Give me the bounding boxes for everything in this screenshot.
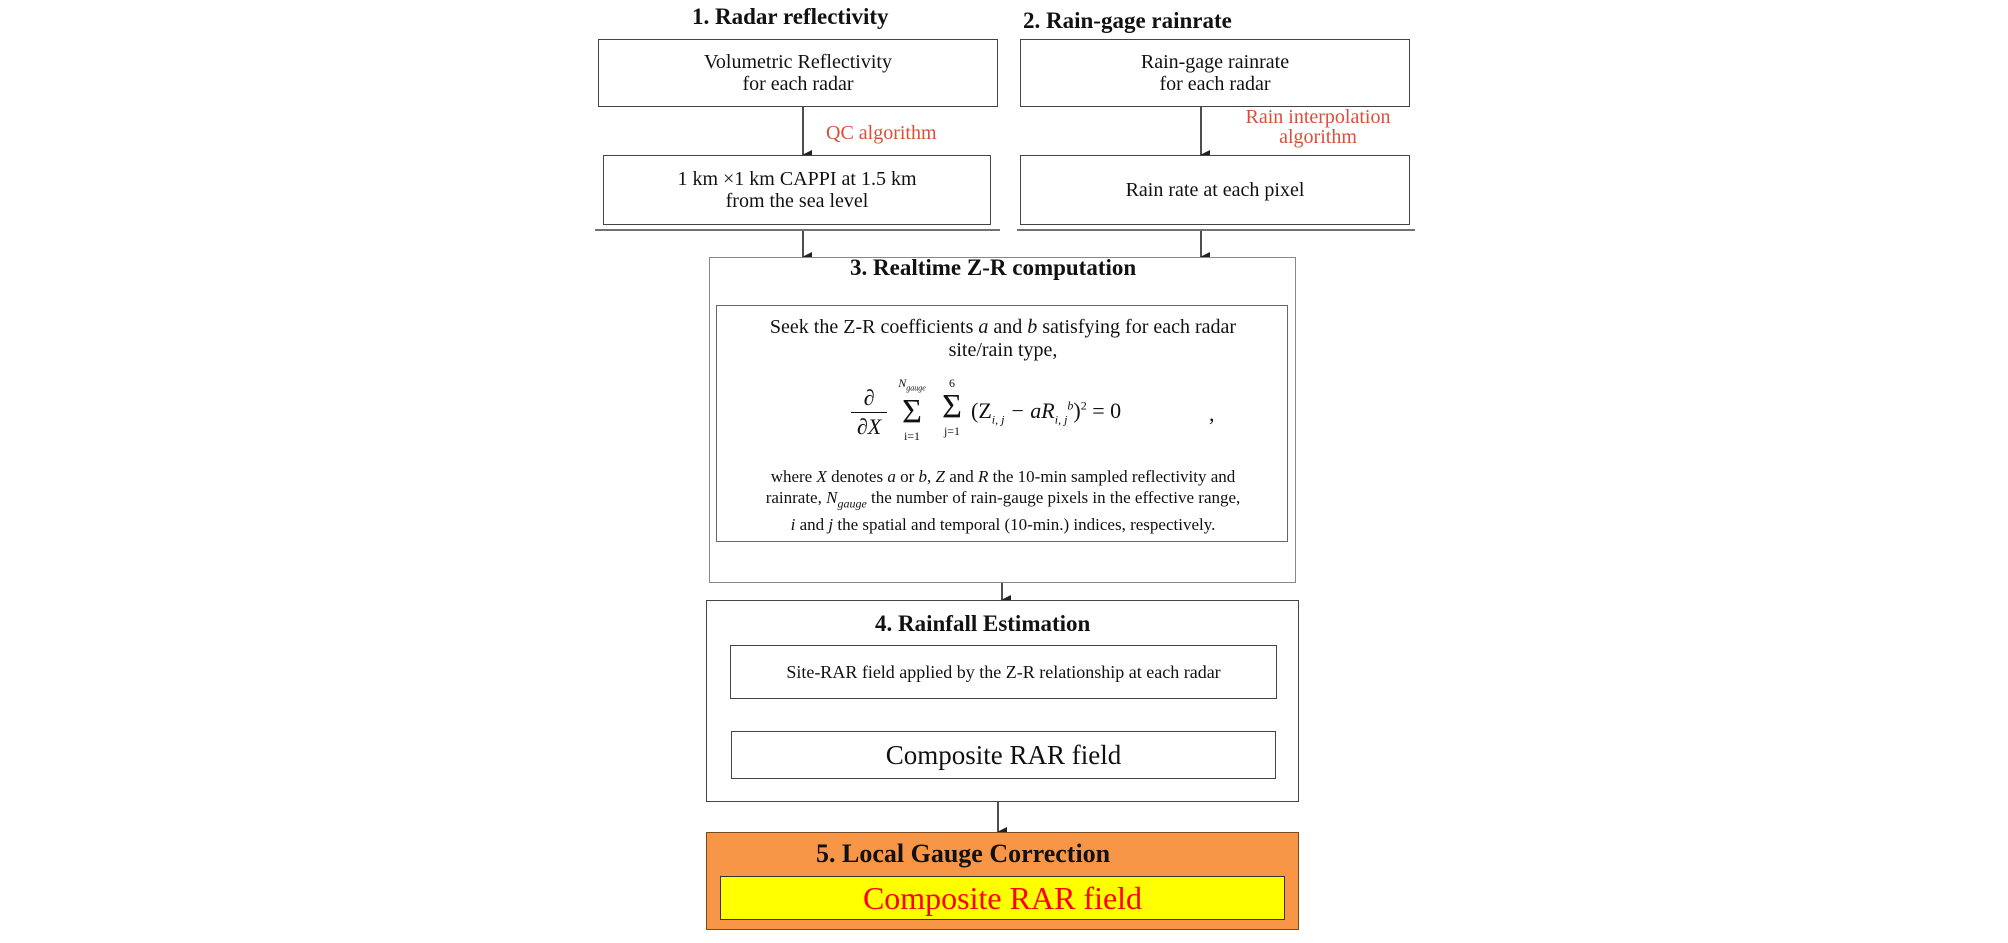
radar-section-title: 1. Radar reflectivity <box>692 4 889 29</box>
rainfall-estimation-panel <box>706 600 1299 802</box>
sum1-sigma: Σ <box>902 393 922 431</box>
volumetric-line1: Volumetric Reflectivity <box>704 51 892 73</box>
gage-section-title: 2. Rain-gage rainrate <box>1023 8 1232 33</box>
zr-equation <box>849 376 1179 456</box>
local-gauge-correction-panel <box>706 832 1299 930</box>
zr-where-text: where X denotes a or b, Z and R the 10-min sampled reflectivity and rainrate, $N_{gauge}$ the number of rain-gauge pixels in the effective range, i and j the spatial and temporal (10-min.) indices, respectively. <box>765 467 1241 535</box>
sum1-top-sub: gauge <box>906 383 926 393</box>
zr-computation-panel <box>709 257 1296 583</box>
rain-interpolation-label <box>1243 107 1393 147</box>
sum2-bottom: j=1 <box>943 424 961 438</box>
rain-gage-line1: Rain-gage rainrate <box>1140 51 1290 73</box>
rain-interpolation-line2: algorithm <box>1279 126 1357 148</box>
zr-section-title: 3. Realtime Z-R computation <box>850 255 1137 280</box>
rainfall-section-title: 4. Rainfall Estimation <box>875 611 1091 636</box>
rain-rate-pixel-text: Rain rate at each pixel <box>1125 179 1305 201</box>
equation-body: $(Z_{i, j} - aR_{i, j}^b)^2 = 0$ <box>971 398 1122 427</box>
volumetric-reflectivity-box <box>598 39 998 107</box>
equation-comma: , <box>1209 401 1215 426</box>
sum1-bottom: i=1 <box>903 429 921 444</box>
sum2-sigma: Σ <box>942 388 962 425</box>
sum1-top: N <box>898 376 907 390</box>
cappi-line1: 1 km ×1 km CAPPI at 1.5 km <box>677 168 917 190</box>
rain-interpolation-line1: Rain interpolation <box>1245 106 1391 128</box>
zr-intro-text: Seek the Z-R coefficients a and b satisfying for each radar site/rain type, <box>769 316 1237 361</box>
rain-rate-pixel-box <box>1020 155 1410 225</box>
sum2-top: 6 <box>949 376 955 390</box>
rain-gage-line2: for each radar <box>1159 73 1271 95</box>
correction-section-title: 5. Local Gauge Correction <box>816 839 1111 868</box>
qc-algorithm-label: QC algorithm <box>826 122 937 144</box>
site-rar-text: Site-RAR field applied by the Z-R relationship at each radar <box>786 661 1221 682</box>
composite-rar-text: Composite RAR field <box>885 739 1122 770</box>
cappi-box <box>603 155 991 225</box>
composite-rar-box <box>731 731 1276 779</box>
partial-denominator: ∂X <box>856 414 882 439</box>
volumetric-line2: for each radar <box>742 73 854 95</box>
cappi-line2: from the sea level <box>725 190 869 212</box>
corrected-composite-box <box>720 876 1285 920</box>
partial-numerator: ∂ <box>863 385 875 410</box>
site-rar-box <box>730 645 1277 699</box>
corrected-composite-text: Composite RAR field <box>862 879 1143 916</box>
rain-gage-rainrate-box <box>1020 39 1410 107</box>
zr-equation-box <box>716 305 1288 542</box>
